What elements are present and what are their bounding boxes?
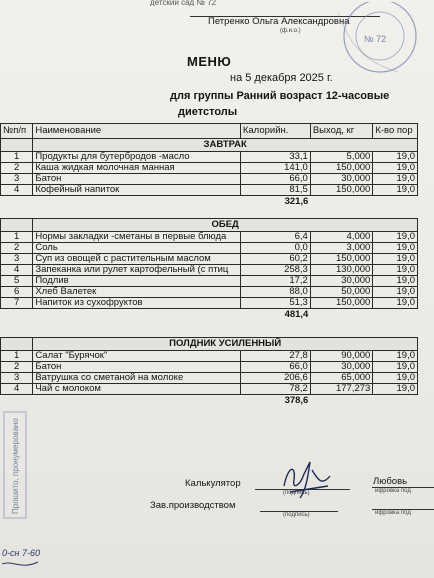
output-cell: 65,000 xyxy=(310,373,372,384)
table-header-row xyxy=(1,124,418,139)
row-number: 3 xyxy=(1,254,33,265)
portions-cell: 19,0 xyxy=(373,287,418,298)
calories-cell: 66,0 xyxy=(240,362,310,373)
section-total-calories: 481,4 xyxy=(284,309,309,320)
table-row xyxy=(1,152,418,163)
dish-name: Соль xyxy=(33,243,241,254)
row-number: 2 xyxy=(1,362,33,373)
row-number: 1 xyxy=(1,232,33,243)
calculator-name-caption: ифровка под xyxy=(375,488,411,494)
stamp-text: № 72 xyxy=(364,34,387,44)
calories-cell: 60,2 xyxy=(240,254,310,265)
output-cell: 150,000 xyxy=(310,254,372,265)
calories-cell: 81,5 xyxy=(240,185,310,196)
menu-date: на 5 декабря 2025 г. xyxy=(230,72,333,84)
calories-cell: 6,4 xyxy=(240,232,310,243)
output-cell: 30,000 xyxy=(310,276,372,287)
portions-cell: 19,0 xyxy=(373,163,418,174)
output-cell: 3,000 xyxy=(310,243,372,254)
dish-name: Хлеб Валетек xyxy=(33,287,241,298)
calories-cell: 141,0 xyxy=(240,163,310,174)
row-number: 7 xyxy=(1,298,33,309)
section-title-empty-cell xyxy=(1,338,33,351)
row-number: 3 xyxy=(1,373,33,384)
calories-cell: 258,3 xyxy=(240,265,310,276)
calories-cell: 27,8 xyxy=(240,351,310,362)
col-header-output: Выход, кг xyxy=(310,124,372,139)
row-number: 3 xyxy=(1,174,33,185)
approver-name: Петренко Ольга Александровна xyxy=(208,16,350,27)
row-number: 6 xyxy=(1,287,33,298)
section-spacer xyxy=(1,321,418,338)
section-title-row xyxy=(1,338,418,351)
head-of-production-label: Зав.производством xyxy=(150,500,236,511)
col-header-name: Наименование xyxy=(33,124,241,139)
menu-table-body xyxy=(1,139,418,408)
col-header-calories: Калорийн. xyxy=(240,124,310,139)
dish-name: Нормы закладки -сметаны в первые блюда xyxy=(33,232,241,243)
row-number: 1 xyxy=(1,152,33,163)
table-row xyxy=(1,243,418,254)
output-cell: 130,000 xyxy=(310,265,372,276)
table-row xyxy=(1,362,418,373)
dish-name: Продукты для бутербродов -масло xyxy=(33,152,241,163)
portions-cell: 19,0 xyxy=(373,152,418,163)
calculator-signature-caption: (подпись) xyxy=(283,490,310,496)
col-header-portions: К-во пор xyxy=(373,124,418,139)
table-row xyxy=(1,163,418,174)
calories-cell: 17,2 xyxy=(240,276,310,287)
portions-cell: 19,0 xyxy=(373,384,418,395)
side-stamp-text: Прошито, пронумеровано xyxy=(11,418,20,514)
row-number: 2 xyxy=(1,243,33,254)
table-row xyxy=(1,276,418,287)
dish-name: Запеканка или рулет картофельный (с птиц xyxy=(33,265,241,276)
dish-name: Суп из овощей с растительным маслом xyxy=(33,254,241,265)
menu-table xyxy=(0,123,418,407)
portions-cell: 19,0 xyxy=(373,185,418,196)
dish-name: Подлив xyxy=(33,276,241,287)
portions-cell: 19,0 xyxy=(373,265,418,276)
calories-cell: 78,2 xyxy=(240,384,310,395)
dish-name: Напиток из сухофруктов xyxy=(33,298,241,309)
table-row xyxy=(1,373,418,384)
header-top-scrap: детский сад № 72 xyxy=(150,0,217,6)
portions-cell: 19,0 xyxy=(373,232,418,243)
calculator-name: Любовь xyxy=(373,476,408,487)
calories-cell: 0,0 xyxy=(240,243,310,254)
section-title: ЗАВТРАК xyxy=(33,139,418,152)
table-row xyxy=(1,351,418,362)
output-cell: 150,000 xyxy=(310,298,372,309)
portions-cell: 19,0 xyxy=(373,362,418,373)
section-total-row xyxy=(1,395,418,408)
total-spacer-cell xyxy=(1,309,241,322)
col-header-number: №п/п xyxy=(1,124,33,139)
dish-name: Чай с молоком xyxy=(33,384,241,395)
section-total-row xyxy=(1,196,418,209)
portions-cell: 19,0 xyxy=(373,254,418,265)
table-row xyxy=(1,232,418,243)
total-trailing-cell xyxy=(310,309,417,322)
spacer-cell xyxy=(1,321,418,338)
section-total-row xyxy=(1,309,418,322)
head-name-caption: ифровка под xyxy=(375,510,411,516)
table-row xyxy=(1,384,418,395)
section-title: ПОЛДНИК УСИЛЕННЫЙ xyxy=(33,338,418,351)
section-spacer xyxy=(1,208,418,219)
table-row xyxy=(1,254,418,265)
handwritten-corner-note xyxy=(2,540,42,578)
group-line: для группы Ранний возраст 12-часовые xyxy=(170,90,390,102)
output-cell: 50,000 xyxy=(310,287,372,298)
total-spacer-cell xyxy=(1,196,241,209)
head-signature-caption: (подпись) xyxy=(283,512,310,518)
section-total-calories: 321,6 xyxy=(284,196,309,207)
total-trailing-cell xyxy=(310,196,417,209)
row-number: 4 xyxy=(1,265,33,276)
row-number: 4 xyxy=(1,185,33,196)
dish-name: Ватрушка со сметаной на молоке xyxy=(33,373,241,384)
section-title: ОБЕД xyxy=(33,219,418,232)
section-total-calories: 378,6 xyxy=(284,395,309,406)
table-row xyxy=(1,174,418,185)
total-spacer-cell xyxy=(1,395,241,408)
section-title-row xyxy=(1,139,418,152)
portions-cell: 19,0 xyxy=(373,351,418,362)
row-number: 1 xyxy=(1,351,33,362)
output-cell: 30,000 xyxy=(310,174,372,185)
output-cell: 90,000 xyxy=(310,351,372,362)
output-cell: 4,000 xyxy=(310,232,372,243)
dish-name: Батон xyxy=(33,362,241,373)
table-row xyxy=(1,265,418,276)
table-row xyxy=(1,298,418,309)
portions-cell: 19,0 xyxy=(373,373,418,384)
total-trailing-cell xyxy=(310,395,417,408)
row-number: 4 xyxy=(1,384,33,395)
table-row xyxy=(1,185,418,196)
handwritten-signature xyxy=(270,456,340,502)
portions-cell: 19,0 xyxy=(373,276,418,287)
portions-cell: 19,0 xyxy=(373,298,418,309)
table-row xyxy=(1,287,418,298)
row-number: 2 xyxy=(1,163,33,174)
dish-name: Каша жидкая молочная манная xyxy=(33,163,241,174)
dish-name: Кофейный напиток xyxy=(33,185,241,196)
calories-cell: 88,0 xyxy=(240,287,310,298)
output-cell: 177,273 xyxy=(310,384,372,395)
calories-cell: 206,6 xyxy=(240,373,310,384)
spacer-cell xyxy=(1,208,418,219)
calories-cell: 66,0 xyxy=(240,174,310,185)
dish-name: Салат "Бурячок" xyxy=(33,351,241,362)
output-cell: 150,000 xyxy=(310,163,372,174)
section-title-row xyxy=(1,219,418,232)
page-title: МЕНЮ xyxy=(187,54,232,69)
fio-caption: (ф.и.о.) xyxy=(280,28,301,34)
portions-cell: 19,0 xyxy=(373,243,418,254)
output-cell: 150,000 xyxy=(310,185,372,196)
portions-cell: 19,0 xyxy=(373,174,418,185)
calories-cell: 51,3 xyxy=(240,298,310,309)
diet-line: диетстолы xyxy=(178,106,238,118)
output-cell: 5,000 xyxy=(310,152,372,163)
section-title-empty-cell xyxy=(1,219,33,232)
row-number: 5 xyxy=(1,276,33,287)
corner-note-text: 0-сн 7-60 xyxy=(2,548,40,558)
section-title-empty-cell xyxy=(1,139,33,152)
round-seal-stamp xyxy=(318,2,418,82)
output-cell: 30,000 xyxy=(310,362,372,373)
calories-cell: 33,1 xyxy=(240,152,310,163)
calculator-label: Калькулятор xyxy=(185,478,241,489)
side-binding-stamp xyxy=(0,410,30,520)
dish-name: Батон xyxy=(33,174,241,185)
